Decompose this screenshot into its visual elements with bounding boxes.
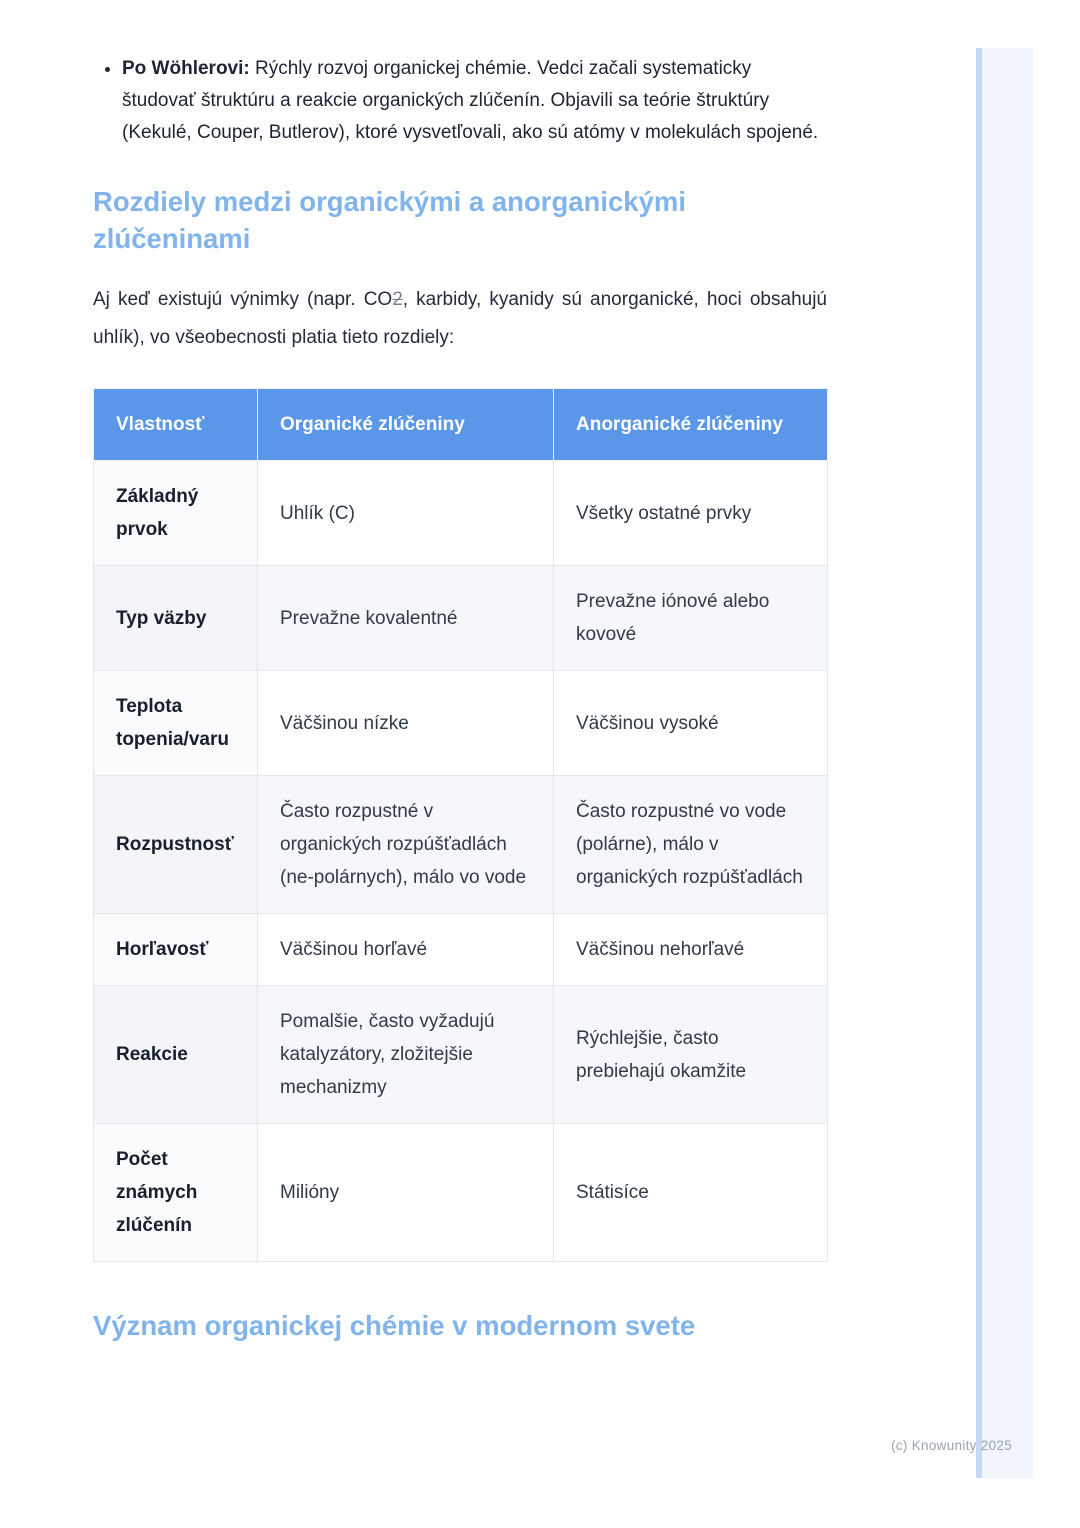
table-header-property: Vlastnosť xyxy=(94,389,258,461)
co2-subscript-struck: 2 xyxy=(392,289,403,310)
intro-paragraph xyxy=(93,281,827,357)
table-row xyxy=(94,1124,828,1262)
table-header-row xyxy=(94,389,828,461)
table-header-organic: Organické zlúčeniny xyxy=(258,389,554,461)
table-row xyxy=(94,914,828,986)
row-property-label: Základný prvok xyxy=(94,461,258,566)
copyright-watermark: (c) Knowunity 2025 xyxy=(891,1438,1012,1453)
row-inorganic-value: Často rozpustné vo vode (polárne), málo v organických rozpúšťadlách xyxy=(554,776,828,914)
bullet-item-text: Rýchly rozvoj organickej chémie. Vedci začali systematicky študovať štruktúru a reakcie organických zlúčenín. Objavili sa teórie štruktúry (Kekulé, Couper, Butlerov), ktoré vysvetľovali, ako sú atómy v molekulách spojené. xyxy=(122,58,819,143)
row-property-label: Reakcie xyxy=(94,986,258,1124)
table-header-inorganic: Anorganické zlúčeniny xyxy=(554,389,828,461)
row-inorganic-value: Státisíce xyxy=(554,1124,828,1262)
row-property-label: Horľavosť xyxy=(94,914,258,986)
table-row xyxy=(94,671,828,776)
next-page-edge-strip xyxy=(976,48,1033,1478)
table-row xyxy=(94,461,828,566)
row-inorganic-value: Všetky ostatné prvky xyxy=(554,461,828,566)
row-inorganic-value: Väčšinou nehorľavé xyxy=(554,914,828,986)
bullet-item-lead: Po Wöhlerovi: xyxy=(122,58,250,79)
row-organic-value: Uhlík (C) xyxy=(258,461,554,566)
section-heading-importance: Význam organickej chémie v modernom svete xyxy=(93,1310,696,1341)
intro-paragraph-after: , karbidy, kyanidy sú anorganické, hoci obsahujú uhlík), vo všeobecnosti platia tieto rozdiely: xyxy=(93,289,827,348)
comparison-table xyxy=(93,388,828,1262)
row-inorganic-value: Rýchlejšie, často prebiehajú okamžite xyxy=(554,986,828,1124)
row-inorganic-value: Prevažne iónové alebo kovové xyxy=(554,566,828,671)
row-organic-value: Často rozpustné v organických rozpúšťadlách (ne-polárnych), málo vo vode xyxy=(258,776,554,914)
row-inorganic-value: Väčšinou vysoké xyxy=(554,671,828,776)
row-organic-value: Prevažne kovalentné xyxy=(258,566,554,671)
intro-paragraph-before: Aj keď existujú výnimky (napr. CO xyxy=(93,289,393,310)
row-property-label: Teplota topenia/varu xyxy=(94,671,258,776)
bullet-list xyxy=(102,53,827,149)
row-organic-value: Väčšinou horľavé xyxy=(258,914,554,986)
row-property-label: Typ väzby xyxy=(94,566,258,671)
row-organic-value: Väčšinou nízke xyxy=(258,671,554,776)
section-heading-differences: Rozdiely medzi organickými a anorganickými zlúčeninami xyxy=(93,186,686,254)
table-row xyxy=(94,566,828,671)
bullet-item-po-wohlerovi xyxy=(122,53,822,149)
row-property-label: Rozpustnosť xyxy=(94,776,258,914)
page-content xyxy=(93,0,827,1344)
row-organic-value: Milióny xyxy=(258,1124,554,1262)
row-organic-value: Pomalšie, často vyžadujú katalyzátory, zložitejšie mechanizmy xyxy=(258,986,554,1124)
row-property-label: Počet známych zlúčenín xyxy=(94,1124,258,1262)
table-row xyxy=(94,776,828,914)
table-row xyxy=(94,986,828,1124)
